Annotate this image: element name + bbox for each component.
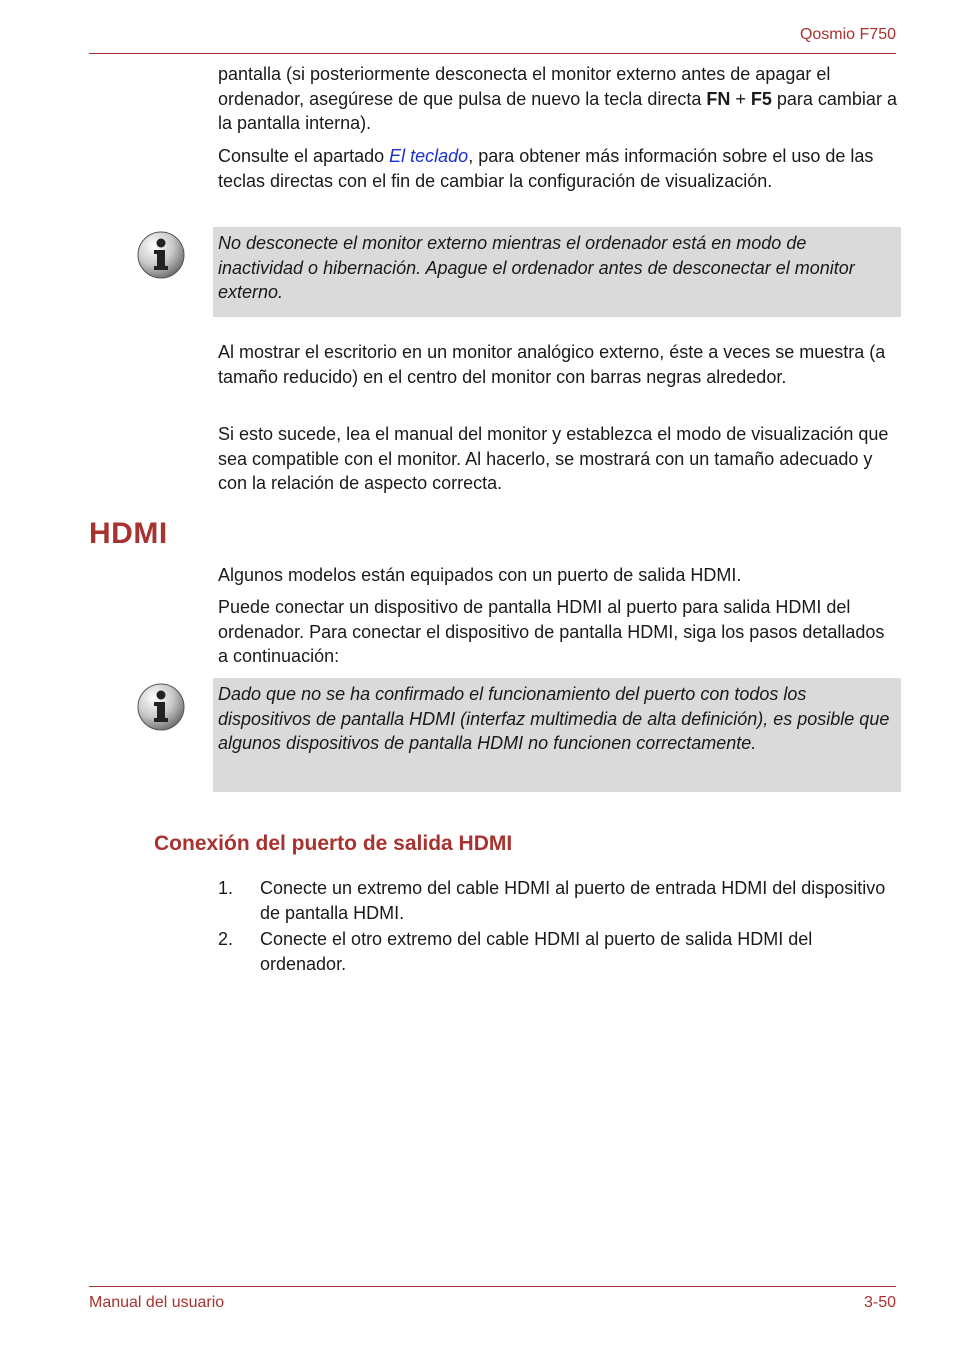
- page-header-title: Qosmio F750: [799, 26, 896, 43]
- note-text: Dado que no se ha confirmado el funcionamiento del puerto con todos los dispositivos de pantalla HDMI (interfaz multimedia de alta definición), es posible que algunos dispositivos de pantalla HDMI no funcionen correctamente.: [218, 684, 890, 753]
- plus-sign: +: [730, 88, 751, 109]
- note-box: [213, 678, 901, 792]
- page-number: 3-50: [863, 1294, 896, 1311]
- key-fn: FN: [706, 88, 731, 109]
- key-f5: F5: [750, 88, 772, 109]
- link-el-teclado[interactable]: El teclado: [389, 146, 469, 166]
- info-icon: [136, 682, 186, 732]
- list-text: Conecte un extremo del cable HDMI al puerto de entrada HDMI del dispositivo de pantalla HDMI.: [260, 878, 886, 923]
- paragraph-if-this-happens: Si esto sucede, lea el manual del monitor y establezca el modo de visualización que sea compatible con el monitor. Al hacerlo, se mostrará con un tamaño adecuado y con la relación de aspecto correcta.: [218, 424, 889, 493]
- list-number: 2.: [218, 929, 234, 949]
- paragraph-text: , para obtener más información sobre el uso de las teclas directas con el fin de cambiar la configuración de visualización.: [218, 146, 874, 191]
- list-item: [218, 927, 898, 976]
- section-heading-hdmi: HDMI: [89, 517, 168, 550]
- note-text: No desconecte el monitor externo mientras el ordenador está en modo de inactividad o hibernación. Apague el ordenador antes de desconectar el monitor externo.: [218, 233, 855, 302]
- footer-rule: [89, 1286, 896, 1287]
- paragraph-text: Consulte el apartado: [218, 146, 390, 166]
- list-number: 1.: [218, 878, 234, 898]
- header-rule: [89, 53, 896, 54]
- footer-manual-title: Manual del usuario: [89, 1294, 225, 1311]
- paragraph-fn-f5: [218, 62, 898, 136]
- list-item: [218, 876, 898, 925]
- paragraph-text: pantalla (si posteriormente desconecta el monitor externo antes de apagar el ordenador, asegúrese de que pulsa de nuevo la tecla directa: [218, 64, 831, 109]
- paragraph-hdmi-connect: Puede conectar un dispositivo de pantalla HDMI al puerto para salida HDMI del ordenador. Para conectar el dispositivo de pantalla HDMI, siga los pasos detallados a continuación:: [218, 597, 885, 666]
- list-text: Conecte el otro extremo del cable HDMI al puerto de salida HDMI del ordenador.: [260, 929, 813, 974]
- paragraph-see-keyboard: [218, 144, 898, 193]
- subsection-heading-conexion: Conexión del puerto de salida HDMI: [154, 832, 513, 855]
- paragraph-hdmi-models: Algunos modelos están equipados con un puerto de salida HDMI.: [218, 565, 742, 585]
- note-box: [213, 227, 901, 317]
- paragraph-text: para cambiar a la pantalla interna).: [218, 88, 897, 133]
- paragraph-analog-monitor: Al mostrar el escritorio en un monitor analógico externo, éste a veces se muestra (a tamaño reducido) en el centro del monitor con barras negras alrededor.: [218, 342, 886, 387]
- info-icon: [136, 230, 186, 280]
